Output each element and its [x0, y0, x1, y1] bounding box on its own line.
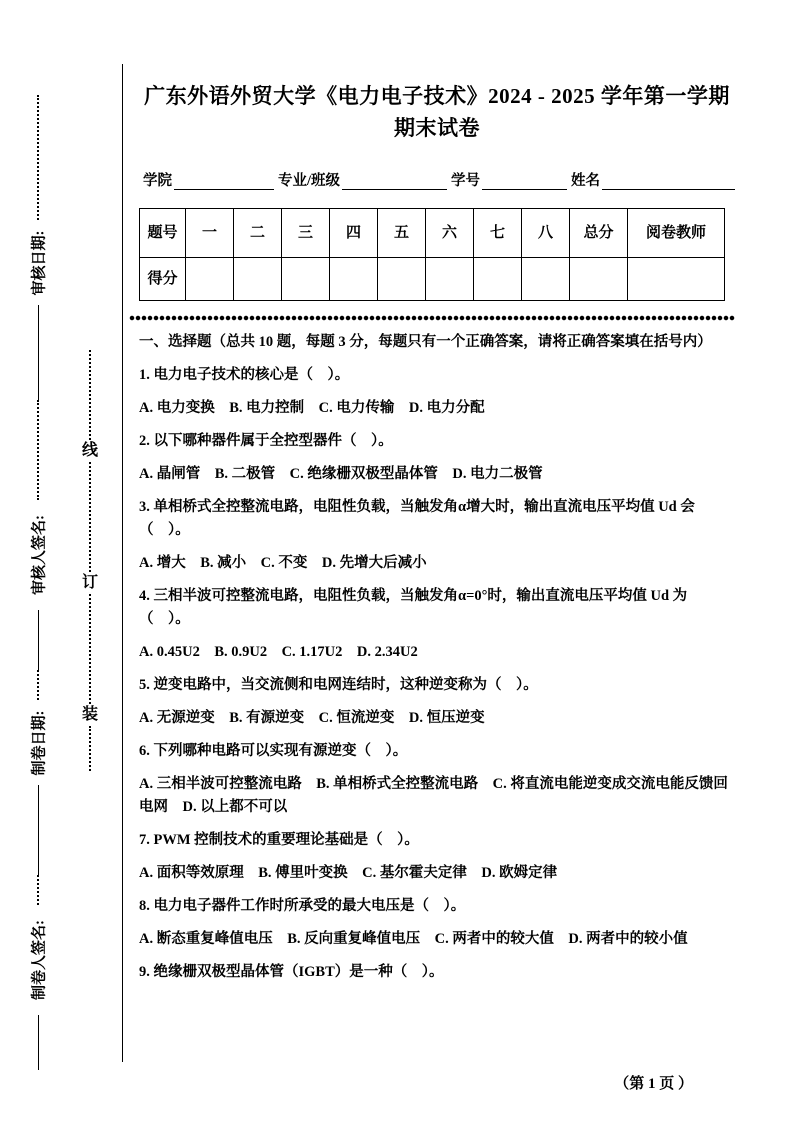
- dotted-line-segment: [89, 350, 91, 440]
- dotted-line-segment: [37, 670, 39, 700]
- score-table-cell: 七: [474, 209, 522, 258]
- score-table-cell-timu: 题号: [140, 209, 186, 258]
- question-stem: 1. 电力电子技术的核心是（ ）。: [139, 367, 350, 383]
- section-title: 一、选择题（总共 10 题，每题 3 分，每题只有一个正确答案，请将正确答案填在括号内）: [139, 334, 712, 350]
- content-left-border: [122, 64, 123, 1062]
- score-table-empty-cell: [186, 258, 234, 301]
- question-options: A. 三相半波可控整流电路 B. 单相桥式全控整流电路 C. 将直流电能逆变成交流电能反馈回电网 D. 以上都不可以: [139, 776, 728, 815]
- binding-margin-labels: [24, 95, 52, 1070]
- dotted-line-segment: [89, 594, 91, 704]
- score-table-empty-cell: [426, 258, 474, 301]
- question-stem: 3. 单相桥式全控整流电路，电阻性负载，当触发角α增大时，输出直流电压平均值 Ud 会（ ）。: [139, 499, 695, 538]
- score-table-cell: 四: [330, 209, 378, 258]
- question-stem: 9. 绝缘栅双极型晶体管（IGBT）是一种（ ）。: [139, 964, 444, 980]
- score-table-cell: 五: [378, 209, 426, 258]
- main-content: [139, 72, 735, 994]
- score-table-empty-cell: [234, 258, 282, 301]
- score-table: [139, 208, 725, 301]
- field-label-name: 姓名: [571, 173, 601, 189]
- score-table-cell: 二: [234, 209, 282, 258]
- score-table-empty-cell: [330, 258, 378, 301]
- score-table-cell: 三: [282, 209, 330, 258]
- question-options: A. 电力变换 B. 电力控制 C. 电力传输 D. 电力分配: [139, 400, 485, 416]
- dotted-line-segment: [37, 400, 39, 500]
- blank-line-segment: [38, 1015, 39, 1070]
- field-label-student-id: 学号: [451, 173, 481, 189]
- field-label-college: 学院: [143, 173, 172, 189]
- question-stem: 6. 下列哪种电路可以实现有源逆变（ ）。: [139, 743, 408, 759]
- score-table-cell-total: 总分: [570, 209, 628, 258]
- question-stem: 8. 电力电子器件工作时所承受的最大电压是（ ）。: [139, 898, 466, 914]
- page-number: （第 1 页 ）: [614, 1076, 693, 1092]
- score-table-empty-cell: [570, 258, 628, 301]
- field-label-major-class: 专业/班级: [278, 173, 341, 189]
- maker-signature-label: 制卷人签名:: [31, 920, 48, 1000]
- maker-date-label: 制卷日期:: [31, 710, 48, 775]
- score-table-cell: 六: [426, 209, 474, 258]
- score-table-empty-cell: [628, 258, 725, 301]
- review-date-label: 审核日期:: [31, 230, 48, 295]
- question-options: A. 无源逆变 B. 有源逆变 C. 恒流逆变 D. 恒压逆变: [139, 710, 485, 726]
- question-options: A. 增大 B. 减小 C. 不变 D. 先增大后减小: [139, 555, 427, 571]
- question-options: A. 面积等效原理 B. 傅里叶变换 C. 基尔霍夫定律 D. 欧姆定律: [139, 865, 558, 881]
- dotted-separator: [129, 315, 735, 321]
- binding-line: [78, 350, 102, 771]
- blank-line-segment: [38, 785, 39, 875]
- question-options: A. 断态重复峰值电压 B. 反向重复峰值电压 C. 两者中的较大值 D. 两者中的较小值: [139, 931, 688, 947]
- major-class-blank: [342, 170, 447, 190]
- score-table-empty-cell: [474, 258, 522, 301]
- score-table-cell-grader: 阅卷教师: [628, 209, 725, 258]
- question-stem: 5. 逆变电路中，当交流侧和电网连结时，这种逆变称为（ ）。: [139, 677, 538, 693]
- question-stem: 4. 三相半波可控整流电路，电阻性负载，当触发角α=0°时，输出直流电压平均值 Ud 为（ ）。: [139, 588, 688, 627]
- margin-label-maker-signature: [24, 905, 52, 1015]
- dotted-line-segment: [89, 726, 91, 771]
- reviewer-signature-label: 审核人签名:: [31, 515, 48, 595]
- score-table-empty-cell: [378, 258, 426, 301]
- question-stem: 2. 以下哪种器件属于全控型器件（ ）。: [139, 433, 393, 449]
- question-options: A. 0.45U2 B. 0.9U2 C. 1.17U2 D. 2.34U2: [139, 644, 418, 660]
- score-table-cell: 八: [522, 209, 570, 258]
- exam-title: 广东外语外贸大学《电力电子技术》2024 - 2025 学年第一学期期末试卷: [144, 84, 730, 140]
- binding-char-ding: 订: [81, 574, 98, 591]
- score-table-empty-cell: [522, 258, 570, 301]
- binding-char-xian: 线: [81, 442, 98, 459]
- score-table-header-row: [140, 209, 725, 258]
- score-table-score-row: [140, 258, 725, 301]
- score-table-cell: 一: [186, 209, 234, 258]
- score-table-empty-cell: [282, 258, 330, 301]
- student-info-row: [139, 166, 735, 190]
- dotted-line-segment: [89, 462, 91, 572]
- question-options: A. 晶闸管 B. 二极管 C. 绝缘栅双极型晶体管 D. 电力二极管: [139, 466, 543, 482]
- score-table-cell-defen: 得分: [140, 258, 186, 301]
- name-blank: [602, 170, 735, 190]
- blank-line-segment: [38, 610, 39, 670]
- binding-char-zhuang: 装: [81, 706, 98, 723]
- question-stem: 7. PWM 控制技术的重要理论基础是（ ）。: [139, 832, 419, 848]
- blank-line-segment: [38, 305, 39, 400]
- margin-label-review-date: [24, 220, 52, 305]
- margin-label-maker-date: [24, 700, 52, 785]
- dotted-line-segment: [37, 95, 39, 220]
- college-blank: [174, 170, 274, 190]
- margin-label-reviewer-signature: [24, 500, 52, 610]
- dotted-line-segment: [37, 875, 39, 905]
- student-id-blank: [482, 170, 567, 190]
